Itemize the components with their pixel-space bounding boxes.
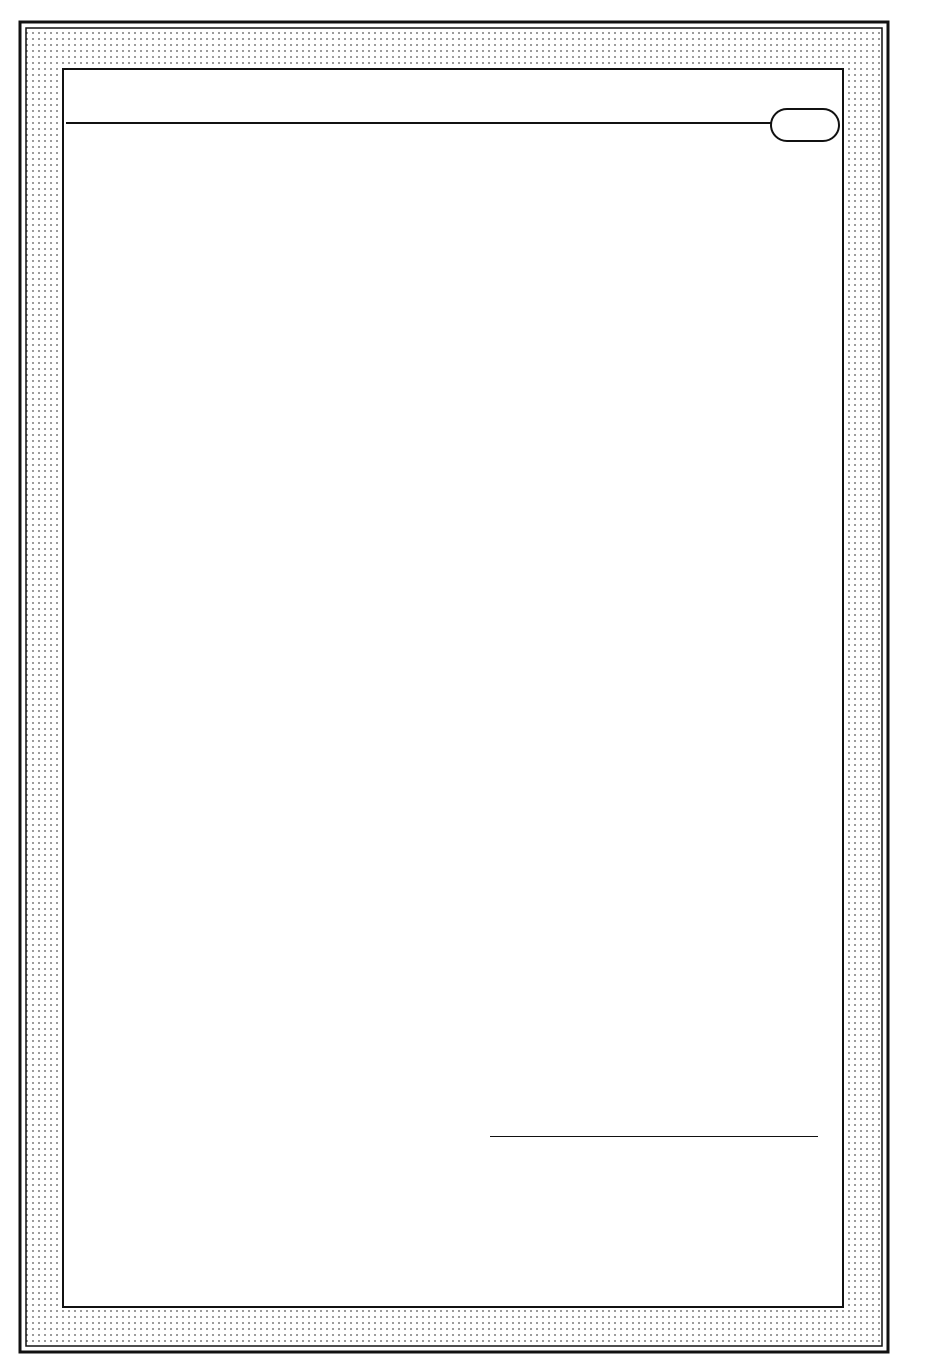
header-rule (66, 122, 772, 124)
footnote-separator (490, 1136, 818, 1137)
page-panel (62, 68, 844, 1308)
page-number (770, 108, 840, 142)
